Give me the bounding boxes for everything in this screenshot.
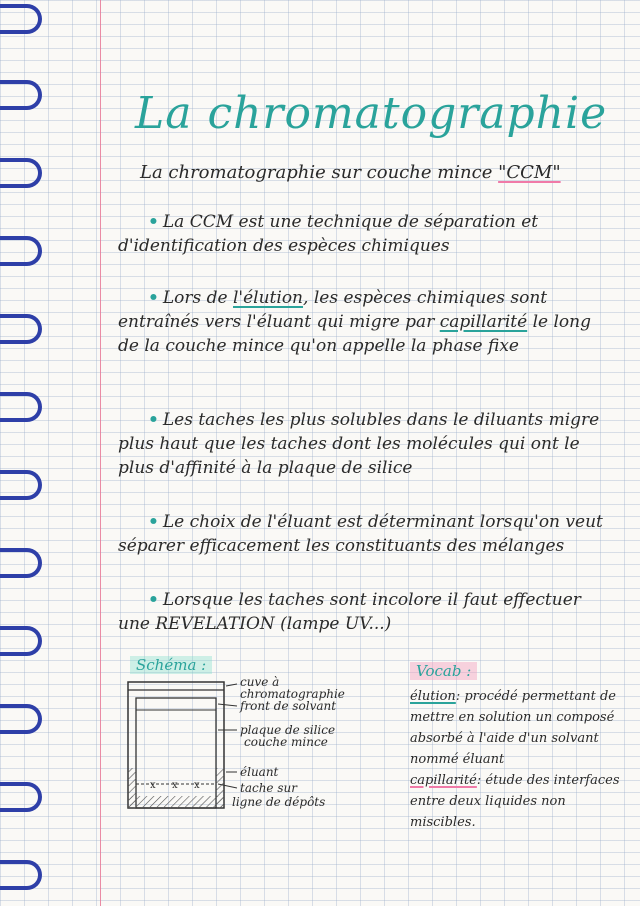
bullet-icon: •	[148, 410, 159, 430]
spiral-binding	[0, 0, 44, 906]
vocab-entry-elution	[410, 686, 625, 770]
binding-ring	[0, 548, 42, 578]
paragraph-eluant-choice	[118, 510, 608, 558]
paragraph-text: , les espèces chimiques sont entraînés vers l'éluant qui migre par	[118, 288, 548, 332]
label-cuve: cuve à	[240, 675, 280, 689]
paragraph-definition	[118, 210, 608, 258]
vocab-definition: : étude des interfaces entre deux liquides non miscibles.	[410, 773, 620, 830]
label-ligne: ligne de dépôts	[232, 795, 326, 809]
label-front: front de solvant	[240, 699, 337, 713]
label-plaque: plaque de silice	[240, 723, 336, 737]
deposit-mark: x	[194, 780, 200, 791]
paragraph-elution	[118, 286, 608, 358]
label-couche: couche mince	[244, 735, 328, 749]
subtitle-abbrev: "CCM"	[498, 162, 561, 183]
page-title: La chromatographie	[135, 88, 608, 139]
silica-plate	[136, 698, 216, 808]
eluant-hatch-bottom	[128, 796, 224, 808]
binding-ring	[0, 470, 42, 500]
vocab-definition: : procédé permettant de mettre en solution un composé absorbé à l'aide d'un solvant nommé éluant	[410, 689, 617, 767]
paragraph-text: La CCM est une technique de séparation et d'identification des espèces chimiques	[118, 212, 539, 256]
subtitle	[140, 162, 561, 183]
binding-ring	[0, 80, 42, 110]
bullet-icon: •	[148, 512, 159, 532]
bullet-icon: •	[148, 590, 159, 610]
binding-ring	[0, 314, 42, 344]
binding-ring	[0, 704, 42, 734]
binding-ring	[0, 4, 42, 34]
chromatography-diagram	[122, 672, 382, 822]
paragraph-text: le long de la couche mince qu'on appelle la phase fixe	[118, 312, 591, 356]
binding-ring	[0, 392, 42, 422]
bullet-icon: •	[148, 212, 159, 232]
vocab-section	[410, 686, 625, 833]
pointer-arrow	[226, 684, 237, 686]
term-capillarite: capillarité	[439, 312, 528, 332]
term-elution: l'élution	[233, 288, 304, 308]
paragraph-text: Les taches les plus solubles dans le diluants migre plus haut que les taches dont les molécules qui ont le plus d'affinité à la plaque de silice	[118, 410, 600, 478]
label-eluant: éluant	[240, 765, 279, 779]
binding-ring	[0, 236, 42, 266]
paragraph-text: Lors de	[162, 288, 233, 308]
schema-heading: Schéma :	[130, 656, 212, 674]
pointer-arrow	[218, 704, 237, 706]
bullet-icon: •	[148, 288, 159, 308]
deposit-mark: x	[172, 780, 178, 791]
binding-ring	[0, 626, 42, 656]
paragraph-revelation	[118, 588, 608, 636]
subtitle-text: La chromatographie sur couche mince	[140, 162, 499, 183]
deposit-mark: x	[150, 780, 156, 791]
label-cuve2: chromatographie	[240, 687, 345, 701]
binding-ring	[0, 158, 42, 188]
label-tache: tache sur	[240, 781, 297, 795]
vocab-term: élution	[410, 689, 456, 704]
paragraph-text: Lorsque les taches sont incolore il faut effectuer une REVELATION (lampe UV...)	[118, 590, 581, 634]
binding-ring	[0, 782, 42, 812]
vocab-term: capillarité	[410, 773, 477, 788]
binding-ring	[0, 860, 42, 890]
vocab-entry-capillarite	[410, 770, 625, 833]
paragraph-solubility	[118, 408, 608, 480]
paragraph-text: Le choix de l'éluant est déterminant lorsqu'on veut séparer efficacement les constituants des mélanges	[118, 512, 603, 556]
margin-line	[100, 0, 101, 906]
vocab-heading: Vocab :	[410, 662, 477, 680]
